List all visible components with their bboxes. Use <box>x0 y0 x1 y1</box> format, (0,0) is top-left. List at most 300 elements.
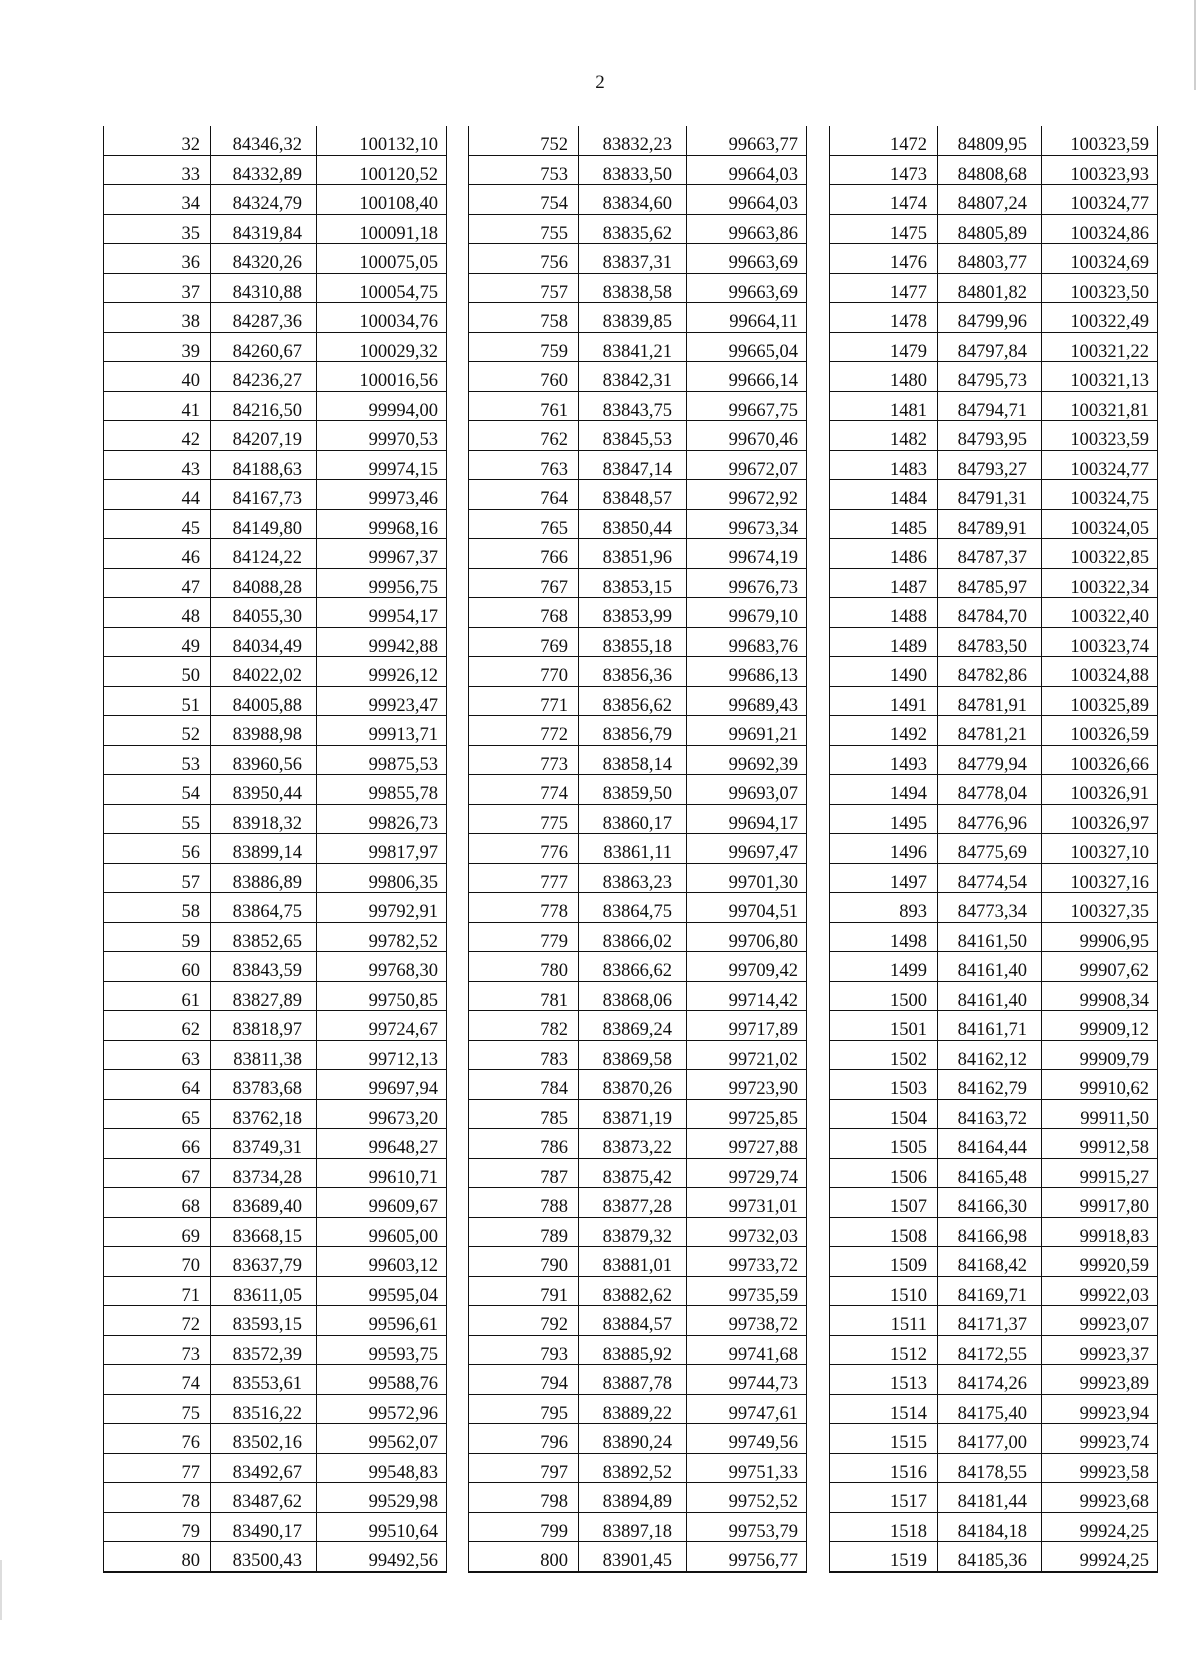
point-number-cell: 41 <box>104 391 211 421</box>
point-number-cell: 35 <box>104 214 211 244</box>
table-row <box>104 1099 447 1129</box>
y-coordinate-cell: 100120,52 <box>317 155 447 185</box>
point-number-cell: 792 <box>469 1306 579 1336</box>
table-row <box>104 362 447 392</box>
x-coordinate-cell: 83856,62 <box>579 686 687 716</box>
y-coordinate-cell: 100075,05 <box>317 244 447 274</box>
table-row <box>104 1424 447 1454</box>
point-number-cell: 72 <box>104 1306 211 1336</box>
table-row <box>830 303 1158 333</box>
point-number-cell: 69 <box>104 1217 211 1247</box>
point-number-cell: 56 <box>104 834 211 864</box>
table-row <box>830 1394 1158 1424</box>
table-row <box>469 391 807 421</box>
point-number-cell: 50 <box>104 657 211 687</box>
point-number-cell: 36 <box>104 244 211 274</box>
table-row <box>104 1306 447 1336</box>
table-row <box>104 568 447 598</box>
point-number-cell: 759 <box>469 332 579 362</box>
point-number-cell: 49 <box>104 627 211 657</box>
x-coordinate-cell: 84149,80 <box>211 509 317 539</box>
x-coordinate-cell: 84782,86 <box>938 657 1042 687</box>
point-number-cell: 761 <box>469 391 579 421</box>
point-number-cell: 1514 <box>830 1394 938 1424</box>
point-number-cell: 71 <box>104 1276 211 1306</box>
table-row <box>469 1453 807 1483</box>
point-number-cell: 77 <box>104 1453 211 1483</box>
y-coordinate-cell: 100054,75 <box>317 273 447 303</box>
x-coordinate-cell: 84787,37 <box>938 539 1042 569</box>
x-coordinate-cell: 83851,96 <box>579 539 687 569</box>
table-row <box>830 922 1158 952</box>
y-coordinate-cell: 99913,71 <box>317 716 447 746</box>
point-number-cell: 1512 <box>830 1335 938 1365</box>
point-number-cell: 37 <box>104 273 211 303</box>
x-coordinate-cell: 83847,14 <box>579 450 687 480</box>
point-number-cell: 770 <box>469 657 579 687</box>
table-row <box>469 981 807 1011</box>
point-number-cell: 32 <box>104 126 211 155</box>
table-row <box>469 804 807 834</box>
table-row <box>830 804 1158 834</box>
point-number-cell: 752 <box>469 126 579 155</box>
table-row <box>830 332 1158 362</box>
point-number-cell: 1475 <box>830 214 938 244</box>
y-coordinate-cell: 99970,53 <box>317 421 447 451</box>
y-coordinate-cell: 99670,46 <box>687 421 807 451</box>
x-coordinate-cell: 84773,34 <box>938 893 1042 923</box>
y-coordinate-cell: 100327,16 <box>1042 863 1158 893</box>
x-coordinate-cell: 83868,06 <box>579 981 687 1011</box>
x-coordinate-cell: 84088,28 <box>211 568 317 598</box>
table-row <box>830 1365 1158 1395</box>
y-coordinate-cell: 99686,13 <box>687 657 807 687</box>
x-coordinate-cell: 83843,75 <box>579 391 687 421</box>
table-row <box>469 775 807 805</box>
x-coordinate-cell: 84163,72 <box>938 1099 1042 1129</box>
table-row <box>469 745 807 775</box>
x-coordinate-cell: 83500,43 <box>211 1542 317 1572</box>
table-row <box>830 863 1158 893</box>
x-coordinate-cell: 83834,60 <box>579 185 687 215</box>
y-coordinate-cell: 99723,90 <box>687 1070 807 1100</box>
y-coordinate-cell: 99666,14 <box>687 362 807 392</box>
y-coordinate-cell: 99917,80 <box>1042 1188 1158 1218</box>
y-coordinate-cell: 99752,52 <box>687 1483 807 1513</box>
table-row <box>104 1011 447 1041</box>
point-number-cell: 47 <box>104 568 211 598</box>
x-coordinate-cell: 83749,31 <box>211 1129 317 1159</box>
y-coordinate-cell: 99942,88 <box>317 627 447 657</box>
y-coordinate-cell: 99548,83 <box>317 1453 447 1483</box>
y-coordinate-cell: 99909,79 <box>1042 1040 1158 1070</box>
table-row <box>104 1247 447 1277</box>
y-coordinate-cell: 100322,49 <box>1042 303 1158 333</box>
y-coordinate-cell: 99756,77 <box>687 1542 807 1572</box>
table-row <box>104 922 447 952</box>
table-row <box>469 1512 807 1542</box>
x-coordinate-cell: 83811,38 <box>211 1040 317 1070</box>
x-coordinate-cell: 84162,12 <box>938 1040 1042 1070</box>
table-row <box>104 1188 447 1218</box>
point-number-cell: 1515 <box>830 1424 938 1454</box>
table-row <box>469 450 807 480</box>
x-coordinate-cell: 83860,17 <box>579 804 687 834</box>
table-row <box>830 1188 1158 1218</box>
table-row <box>104 244 447 274</box>
x-coordinate-cell: 83833,50 <box>579 155 687 185</box>
x-coordinate-cell: 84310,88 <box>211 273 317 303</box>
y-coordinate-cell: 99909,12 <box>1042 1011 1158 1041</box>
y-coordinate-cell: 99609,67 <box>317 1188 447 1218</box>
y-coordinate-cell: 99954,17 <box>317 598 447 628</box>
point-number-cell: 796 <box>469 1424 579 1454</box>
table-row <box>469 362 807 392</box>
y-coordinate-cell: 99697,47 <box>687 834 807 864</box>
table-row <box>469 952 807 982</box>
point-number-cell: 754 <box>469 185 579 215</box>
x-coordinate-cell: 83490,17 <box>211 1512 317 1542</box>
x-coordinate-cell: 84164,44 <box>938 1129 1042 1159</box>
table-row <box>104 863 447 893</box>
point-number-cell: 1519 <box>830 1542 938 1572</box>
x-coordinate-cell: 84236,27 <box>211 362 317 392</box>
table-row <box>469 214 807 244</box>
x-coordinate-cell: 84005,88 <box>211 686 317 716</box>
x-coordinate-cell: 83879,32 <box>579 1217 687 1247</box>
y-coordinate-cell: 99924,25 <box>1042 1542 1158 1572</box>
point-number-cell: 38 <box>104 303 211 333</box>
table-row <box>830 1424 1158 1454</box>
y-coordinate-cell: 99672,92 <box>687 480 807 510</box>
y-coordinate-cell: 99672,07 <box>687 450 807 480</box>
y-coordinate-cell: 99782,52 <box>317 922 447 952</box>
table-row <box>104 1453 447 1483</box>
table-row <box>469 480 807 510</box>
point-number-cell: 70 <box>104 1247 211 1277</box>
y-coordinate-cell: 99679,10 <box>687 598 807 628</box>
x-coordinate-cell: 83897,18 <box>579 1512 687 1542</box>
table-row <box>469 863 807 893</box>
x-coordinate-cell: 84167,73 <box>211 480 317 510</box>
y-coordinate-cell: 100322,40 <box>1042 598 1158 628</box>
x-coordinate-cell: 84807,24 <box>938 185 1042 215</box>
table-row <box>104 1158 447 1188</box>
y-coordinate-cell: 100327,35 <box>1042 893 1158 923</box>
table-row <box>469 332 807 362</box>
y-coordinate-cell: 99968,16 <box>317 509 447 539</box>
table-row <box>469 716 807 746</box>
y-coordinate-cell: 99923,47 <box>317 686 447 716</box>
point-number-cell: 80 <box>104 1542 211 1572</box>
y-coordinate-cell: 99792,91 <box>317 893 447 923</box>
table-row <box>104 893 447 923</box>
x-coordinate-cell: 84783,50 <box>938 627 1042 657</box>
y-coordinate-cell: 100323,93 <box>1042 155 1158 185</box>
point-number-cell: 780 <box>469 952 579 982</box>
point-number-cell: 52 <box>104 716 211 746</box>
table-row <box>104 1217 447 1247</box>
y-coordinate-cell: 99915,27 <box>1042 1158 1158 1188</box>
coordinates-table-1 <box>103 126 447 1573</box>
y-coordinate-cell: 99693,07 <box>687 775 807 805</box>
table-row <box>104 1040 447 1070</box>
x-coordinate-cell: 84161,40 <box>938 952 1042 982</box>
y-coordinate-cell: 99751,33 <box>687 1453 807 1483</box>
x-coordinate-cell: 83637,79 <box>211 1247 317 1277</box>
x-coordinate-cell: 83890,24 <box>579 1424 687 1454</box>
point-number-cell: 66 <box>104 1129 211 1159</box>
table-row <box>830 421 1158 451</box>
point-number-cell: 1504 <box>830 1099 938 1129</box>
y-coordinate-cell: 99572,96 <box>317 1394 447 1424</box>
table-row <box>469 126 807 155</box>
table-row <box>830 834 1158 864</box>
y-coordinate-cell: 99994,00 <box>317 391 447 421</box>
table-row <box>830 1217 1158 1247</box>
point-number-cell: 1507 <box>830 1188 938 1218</box>
table-row <box>830 185 1158 215</box>
table-row <box>830 1483 1158 1513</box>
x-coordinate-cell: 84774,54 <box>938 863 1042 893</box>
x-coordinate-cell: 83859,50 <box>579 775 687 805</box>
table-row <box>830 1542 1158 1572</box>
table-row <box>469 1424 807 1454</box>
y-coordinate-cell: 99806,35 <box>317 863 447 893</box>
table-row <box>104 421 447 451</box>
y-coordinate-cell: 99923,37 <box>1042 1335 1158 1365</box>
table-row <box>830 1099 1158 1129</box>
x-coordinate-cell: 84319,84 <box>211 214 317 244</box>
table-row <box>104 509 447 539</box>
table-row <box>469 568 807 598</box>
y-coordinate-cell: 99596,61 <box>317 1306 447 1336</box>
point-number-cell: 57 <box>104 863 211 893</box>
point-number-cell: 55 <box>104 804 211 834</box>
y-coordinate-cell: 99911,50 <box>1042 1099 1158 1129</box>
table-row <box>830 273 1158 303</box>
y-coordinate-cell: 100323,59 <box>1042 421 1158 451</box>
table-row <box>830 627 1158 657</box>
y-coordinate-cell: 100326,59 <box>1042 716 1158 746</box>
y-coordinate-cell: 99732,03 <box>687 1217 807 1247</box>
y-coordinate-cell: 99923,68 <box>1042 1483 1158 1513</box>
y-coordinate-cell: 99908,34 <box>1042 981 1158 1011</box>
x-coordinate-cell: 84161,71 <box>938 1011 1042 1041</box>
x-coordinate-cell: 83492,67 <box>211 1453 317 1483</box>
point-number-cell: 755 <box>469 214 579 244</box>
y-coordinate-cell: 99588,76 <box>317 1365 447 1395</box>
y-coordinate-cell: 100323,50 <box>1042 273 1158 303</box>
x-coordinate-cell: 83856,36 <box>579 657 687 687</box>
y-coordinate-cell: 99605,00 <box>317 1217 447 1247</box>
point-number-cell: 64 <box>104 1070 211 1100</box>
point-number-cell: 1484 <box>830 480 938 510</box>
x-coordinate-cell: 83899,14 <box>211 834 317 864</box>
x-coordinate-cell: 83892,52 <box>579 1453 687 1483</box>
table-row <box>830 745 1158 775</box>
point-number-cell: 776 <box>469 834 579 864</box>
point-number-cell: 1502 <box>830 1040 938 1070</box>
x-coordinate-cell: 83875,42 <box>579 1158 687 1188</box>
y-coordinate-cell: 99673,20 <box>317 1099 447 1129</box>
point-number-cell: 772 <box>469 716 579 746</box>
y-coordinate-cell: 99817,97 <box>317 834 447 864</box>
y-coordinate-cell: 99701,30 <box>687 863 807 893</box>
y-coordinate-cell: 99923,74 <box>1042 1424 1158 1454</box>
y-coordinate-cell: 99706,80 <box>687 922 807 952</box>
x-coordinate-cell: 84320,26 <box>211 244 317 274</box>
x-coordinate-cell: 83553,61 <box>211 1365 317 1395</box>
x-coordinate-cell: 84789,91 <box>938 509 1042 539</box>
point-number-cell: 1473 <box>830 155 938 185</box>
point-number-cell: 76 <box>104 1424 211 1454</box>
table-row <box>104 480 447 510</box>
scan-edge-mark-left <box>0 1560 2 1620</box>
point-number-cell: 43 <box>104 450 211 480</box>
x-coordinate-cell: 83487,62 <box>211 1483 317 1513</box>
point-number-cell: 1505 <box>830 1129 938 1159</box>
y-coordinate-cell: 99712,13 <box>317 1040 447 1070</box>
point-number-cell: 1506 <box>830 1158 938 1188</box>
table-row <box>104 952 447 982</box>
x-coordinate-cell: 84168,42 <box>938 1247 1042 1277</box>
x-coordinate-cell: 83839,85 <box>579 303 687 333</box>
y-coordinate-cell: 100326,66 <box>1042 745 1158 775</box>
point-number-cell: 1477 <box>830 273 938 303</box>
point-number-cell: 785 <box>469 1099 579 1129</box>
table-row <box>104 775 447 805</box>
x-coordinate-cell: 83762,18 <box>211 1099 317 1129</box>
table-row <box>469 539 807 569</box>
y-coordinate-cell: 99664,03 <box>687 185 807 215</box>
x-coordinate-cell: 83866,02 <box>579 922 687 952</box>
table-row <box>830 598 1158 628</box>
x-coordinate-cell: 83611,05 <box>211 1276 317 1306</box>
table-row <box>830 686 1158 716</box>
table-row <box>469 1099 807 1129</box>
point-number-cell: 781 <box>469 981 579 1011</box>
y-coordinate-cell: 99492,56 <box>317 1542 447 1572</box>
y-coordinate-cell: 99738,72 <box>687 1306 807 1336</box>
point-number-cell: 44 <box>104 480 211 510</box>
point-number-cell: 766 <box>469 539 579 569</box>
y-coordinate-cell: 99664,11 <box>687 303 807 333</box>
y-coordinate-cell: 100132,10 <box>317 126 447 155</box>
table-row <box>104 1483 447 1513</box>
x-coordinate-cell: 83838,58 <box>579 273 687 303</box>
y-coordinate-cell: 100324,05 <box>1042 509 1158 539</box>
point-number-cell: 1500 <box>830 981 938 1011</box>
table-row <box>830 539 1158 569</box>
point-number-cell: 73 <box>104 1335 211 1365</box>
x-coordinate-cell: 83850,44 <box>579 509 687 539</box>
point-number-cell: 798 <box>469 1483 579 1513</box>
y-coordinate-cell: 99665,04 <box>687 332 807 362</box>
point-number-cell: 760 <box>469 362 579 392</box>
y-coordinate-cell: 99714,42 <box>687 981 807 1011</box>
y-coordinate-cell: 100323,59 <box>1042 126 1158 155</box>
point-number-cell: 762 <box>469 421 579 451</box>
table-row <box>104 686 447 716</box>
x-coordinate-cell: 84175,40 <box>938 1394 1042 1424</box>
x-coordinate-cell: 83870,26 <box>579 1070 687 1100</box>
point-number-cell: 773 <box>469 745 579 775</box>
y-coordinate-cell: 99753,79 <box>687 1512 807 1542</box>
point-number-cell: 797 <box>469 1453 579 1483</box>
x-coordinate-cell: 83869,24 <box>579 1011 687 1041</box>
y-coordinate-cell: 99667,75 <box>687 391 807 421</box>
table-row <box>469 1188 807 1218</box>
coordinates-table-3 <box>829 126 1158 1573</box>
x-coordinate-cell: 84260,67 <box>211 332 317 362</box>
table-row <box>469 1542 807 1572</box>
point-number-cell: 34 <box>104 185 211 215</box>
x-coordinate-cell: 83835,62 <box>579 214 687 244</box>
y-coordinate-cell: 99923,58 <box>1042 1453 1158 1483</box>
x-coordinate-cell: 84022,02 <box>211 657 317 687</box>
table-row <box>104 185 447 215</box>
x-coordinate-cell: 83885,92 <box>579 1335 687 1365</box>
y-coordinate-cell: 99593,75 <box>317 1335 447 1365</box>
point-number-cell: 782 <box>469 1011 579 1041</box>
y-coordinate-cell: 99704,51 <box>687 893 807 923</box>
x-coordinate-cell: 84124,22 <box>211 539 317 569</box>
point-number-cell: 1491 <box>830 686 938 716</box>
point-number-cell: 1482 <box>830 421 938 451</box>
y-coordinate-cell: 100324,88 <box>1042 657 1158 687</box>
table-row <box>830 244 1158 274</box>
y-coordinate-cell: 99956,75 <box>317 568 447 598</box>
table-row <box>104 450 447 480</box>
table-row <box>469 922 807 952</box>
x-coordinate-cell: 84797,84 <box>938 332 1042 362</box>
table-row <box>469 1483 807 1513</box>
point-number-cell: 769 <box>469 627 579 657</box>
x-coordinate-cell: 84791,31 <box>938 480 1042 510</box>
table-row <box>830 1512 1158 1542</box>
x-coordinate-cell: 84805,89 <box>938 214 1042 244</box>
y-coordinate-cell: 99855,78 <box>317 775 447 805</box>
point-number-cell: 774 <box>469 775 579 805</box>
x-coordinate-cell: 83837,31 <box>579 244 687 274</box>
x-coordinate-cell: 84793,27 <box>938 450 1042 480</box>
y-coordinate-cell: 100326,91 <box>1042 775 1158 805</box>
table-row <box>830 214 1158 244</box>
point-number-cell: 53 <box>104 745 211 775</box>
table-row <box>469 1070 807 1100</box>
x-coordinate-cell: 83901,45 <box>579 1542 687 1572</box>
point-number-cell: 893 <box>830 893 938 923</box>
y-coordinate-cell: 100323,74 <box>1042 627 1158 657</box>
point-number-cell: 1486 <box>830 539 938 569</box>
table-row <box>830 1158 1158 1188</box>
point-number-cell: 33 <box>104 155 211 185</box>
y-coordinate-cell: 99918,83 <box>1042 1217 1158 1247</box>
point-number-cell: 63 <box>104 1040 211 1070</box>
point-number-cell: 788 <box>469 1188 579 1218</box>
x-coordinate-cell: 83516,22 <box>211 1394 317 1424</box>
x-coordinate-cell: 84793,95 <box>938 421 1042 451</box>
y-coordinate-cell: 99663,86 <box>687 214 807 244</box>
point-number-cell: 795 <box>469 1394 579 1424</box>
point-number-cell: 1518 <box>830 1512 938 1542</box>
y-coordinate-cell: 99735,59 <box>687 1276 807 1306</box>
table-row <box>104 627 447 657</box>
x-coordinate-cell: 83871,19 <box>579 1099 687 1129</box>
point-number-cell: 790 <box>469 1247 579 1277</box>
x-coordinate-cell: 83852,65 <box>211 922 317 952</box>
